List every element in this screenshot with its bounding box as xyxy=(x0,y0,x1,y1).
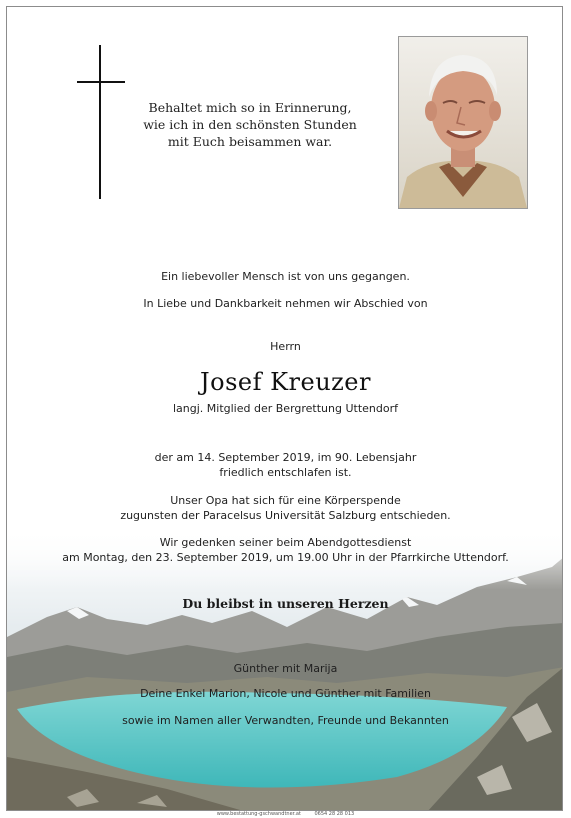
poem-line-2: wie ich in den schönsten Stunden xyxy=(143,117,357,132)
donation-line-2: zugunsten der Paracelsus Universität Salzburg entschieden. xyxy=(120,509,451,522)
deceased-subtitle: langj. Mitglied der Bergrettung Uttendorf xyxy=(172,402,399,415)
mourner-line-2: Deine Enkel Marion, Nicole und Günther mit Familien xyxy=(140,687,431,700)
footer-phone: 0654 28 28 013 xyxy=(314,811,355,817)
poem-line-3: mit Euch beisammen war. xyxy=(167,134,333,149)
farewell-heading: Du bleibst in unseren Herzen xyxy=(182,596,389,611)
memorial-poem xyxy=(125,99,375,150)
mourner-line-1: Günther mit Marija xyxy=(233,662,338,675)
service-notice xyxy=(7,535,563,565)
portrait-photo xyxy=(398,36,528,209)
footer-website[interactable]: www.bestattung-gschwandtner.at xyxy=(216,811,301,817)
salutation: Herrn xyxy=(270,340,301,353)
obituary-card xyxy=(6,6,563,811)
mourner-line-3: sowie im Namen aller Verwandten, Freunde und Bekannten xyxy=(122,714,449,727)
donation-notice xyxy=(7,493,563,523)
donation-line-1: Unser Opa hat sich für eine Körperspende xyxy=(170,494,401,507)
poem-line-1: Behaltet mich so in Erinnerung, xyxy=(148,100,352,115)
deceased-name: Josef Kreuzer xyxy=(200,368,371,396)
footer xyxy=(0,811,571,818)
intro-line-2: In Liebe und Dankbarkeit nehmen wir Abschied von xyxy=(143,297,428,310)
service-line-2: am Montag, den 23. September 2019, um 19.00 Uhr in der Pfarrkirche Uttendorf. xyxy=(62,551,509,564)
death-line-1: der am 14. September 2019, im 90. Lebensjahr xyxy=(154,451,417,464)
death-line-2: friedlich entschlafen ist. xyxy=(219,466,352,479)
intro-line-1: Ein liebevoller Mensch ist von uns gegangen. xyxy=(161,270,410,283)
death-notice xyxy=(7,450,563,480)
service-line-1: Wir gedenken seiner beim Abendgottesdienst xyxy=(159,536,412,549)
